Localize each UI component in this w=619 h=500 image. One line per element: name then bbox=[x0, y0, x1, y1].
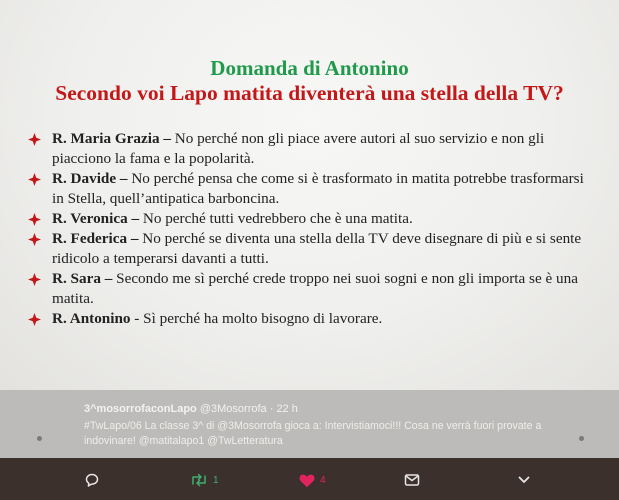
bullet-icon bbox=[28, 273, 41, 286]
list-item bbox=[28, 309, 588, 329]
heart-icon bbox=[299, 473, 315, 488]
reply-icon bbox=[84, 472, 100, 488]
tweet-time[interactable]: · 22 h bbox=[269, 403, 298, 415]
answer-author: R. Antonino bbox=[52, 310, 131, 327]
list-item bbox=[28, 229, 588, 269]
bullet-icon bbox=[28, 213, 41, 226]
retweet-count: 1 bbox=[213, 474, 219, 486]
list-item bbox=[28, 169, 588, 209]
like-count: 4 bbox=[320, 474, 326, 486]
bullet-icon bbox=[28, 233, 41, 246]
retweet-button[interactable] bbox=[190, 472, 219, 488]
message-button[interactable] bbox=[404, 472, 420, 488]
answer-text: No perché tutti vedrebbero che è una matita. bbox=[139, 210, 413, 227]
prev-dot-icon[interactable] bbox=[37, 436, 42, 441]
answer-author: R. Federica – bbox=[52, 230, 139, 247]
action-bar bbox=[0, 458, 619, 500]
answers-list bbox=[28, 129, 588, 329]
answer-text: No perché non gli piace avere autori al suo servizio e non gli piacciono la fama e la popolarità. bbox=[52, 130, 545, 167]
more-button[interactable] bbox=[517, 472, 531, 488]
chevron-down-icon bbox=[517, 473, 531, 487]
answer-author: R. Davide – bbox=[52, 170, 128, 187]
envelope-icon bbox=[404, 473, 420, 487]
tweet-text: #TwLapo/06 La classe 3^ di @3Mosorrofa gioca a: Intervistiamoci!!! Cosa ne verrà fuori provate a indovinare! @matitalapo1 @TwLetteratura bbox=[84, 420, 542, 447]
author-handle[interactable]: @3Mosorrofa bbox=[199, 403, 267, 415]
answer-text: - Sì perché ha molto bisogno di lavorare. bbox=[130, 310, 383, 327]
answer-author: R. Maria Grazia – bbox=[52, 130, 171, 147]
answer-text: No perché pensa che come si è trasformato in matita potrebbe trasformarsi in Stella, quell’antipatica barboncina. bbox=[52, 170, 584, 207]
retweet-icon bbox=[190, 472, 208, 488]
bullet-icon bbox=[28, 173, 41, 186]
answer-author: R. Veronica – bbox=[52, 210, 140, 227]
answer-author: R. Sara – bbox=[52, 270, 113, 287]
list-item bbox=[28, 129, 588, 169]
like-button[interactable] bbox=[299, 472, 326, 488]
list-item bbox=[28, 209, 588, 229]
tweet-header bbox=[84, 403, 298, 415]
reply-button[interactable] bbox=[84, 472, 100, 488]
bullet-icon bbox=[28, 133, 41, 146]
slide-title: Domanda di Antonino bbox=[210, 56, 409, 80]
answer-text: Secondo me sì perché crede troppo nei suoi sogni e non gli importa se è una matita. bbox=[52, 270, 578, 307]
slide-question: Secondo voi Lapo matita diventerà una stella della TV? bbox=[55, 81, 564, 105]
bullet-icon bbox=[28, 313, 41, 326]
author-name[interactable]: 3^mosorrofaconLapo bbox=[84, 403, 197, 415]
list-item bbox=[28, 269, 588, 309]
answer-text: No perché se diventa una stella della TV deve disegnare di più e si sente ridicolo a temperarsi davanti a tutti. bbox=[52, 230, 582, 267]
next-dot-icon[interactable] bbox=[579, 436, 584, 441]
